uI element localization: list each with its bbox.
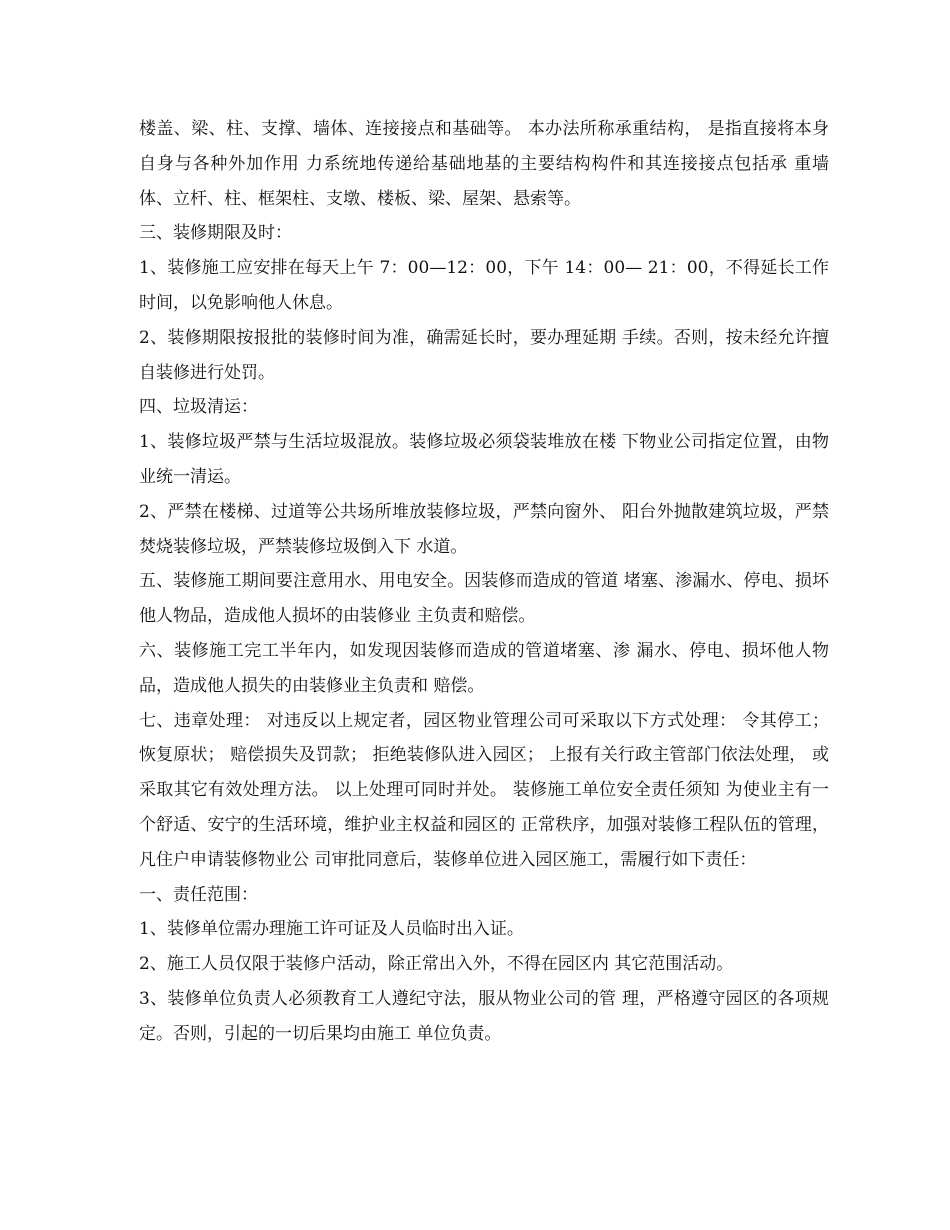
- paragraph-half-year-liability: 六、装修施工完工半年内，如发现因装修而造成的管道堵塞、渗 漏水、停电、损坏他人物品，造成他人损失的由装修业主负责和 赔偿。: [139, 640, 829, 696]
- document-body: [139, 112, 829, 1052]
- paragraph-permits: 1、装修单位需办理施工许可证及人员临时出入证。: [139, 919, 524, 940]
- heading-responsibility-scope: 一、责任范围：: [139, 884, 258, 905]
- heading-renovation-period: 三、装修期限及时：: [139, 223, 292, 244]
- paragraph-work-hours: 1、装修施工应安排在每天上午 7：00—12：00，下午 14：00— 21：00，不得延长工作时间，以免影响他人休息。: [139, 258, 829, 313]
- paragraph-supervisor-duties: 3、装修单位负责人必须教育工人遵纪守法，服从物业公司的管 理，严格遵守园区的各项规定。否则，引起的一切后果均由施工 单位负责。: [139, 988, 829, 1044]
- paragraph-garbage-bagging: 1、装修垃圾严禁与生活垃圾混放。装修垃圾必须袋装堆放在楼 下物业公司指定位置，由物业统一清运。: [139, 432, 829, 487]
- paragraph-garbage-prohibitions: 2、严禁在楼梯、过道等公共场所堆放装修垃圾，严禁向窗外、 阳台外抛散建筑垃圾，严禁焚烧装修垃圾，严禁装修垃圾倒入下 水道。: [139, 501, 829, 557]
- paragraph-water-electricity-safety: 五、装修施工期间要注意用水、用电安全。因装修而造成的管道 堵塞、渗漏水、停电、损坏他人物品，造成他人损坏的由装修业 主负责和赔偿。: [139, 571, 829, 627]
- paragraph-period-extension: 2、装修期限按报批的装修时间为准，确需延长时，要办理延期 手续。否则，按未经允许擅自装修进行处罚。: [139, 327, 829, 383]
- paragraph-worker-activity-limits: 2、施工人员仅限于装修户活动，除正常出入外，不得在园区内 其它范围活动。: [139, 954, 734, 975]
- paragraph-violation-handling: 七、违章处理： 对违反以上规定者，园区物业管理公司可采取以下方式处理： 令其停工； 恢复原状； 赔偿损失及罚款； 拒绝装修队进入园区； 上报有关行政主管部门依法处理， 或采取其它有效处理方法。 以上处理可同时并处。 装修施工单位安全责任须知 为使业主有一个舒适、安宁的生活环境，维护业主权益和园区的 正常秩序，加强对装修工程队伍的管理，凡住户申请装修物业公 司审批同意后，装修单位进入园区施工，需履行如下责任：: [139, 710, 829, 870]
- heading-garbage-removal: 四、垃圾清运：: [139, 397, 258, 418]
- paragraph-structure-definition: 楼盖、梁、柱、支撑、墙体、连接接点和基础等。 本办法所称承重结构， 是指直接将本身自身与各种外加作用 力系统地传递给基础地基的主要结构构件和其连接接点包括承 重墙体、立杆、柱、框架柱、支墩、楼板、梁、屋架、悬索等。: [139, 119, 829, 209]
